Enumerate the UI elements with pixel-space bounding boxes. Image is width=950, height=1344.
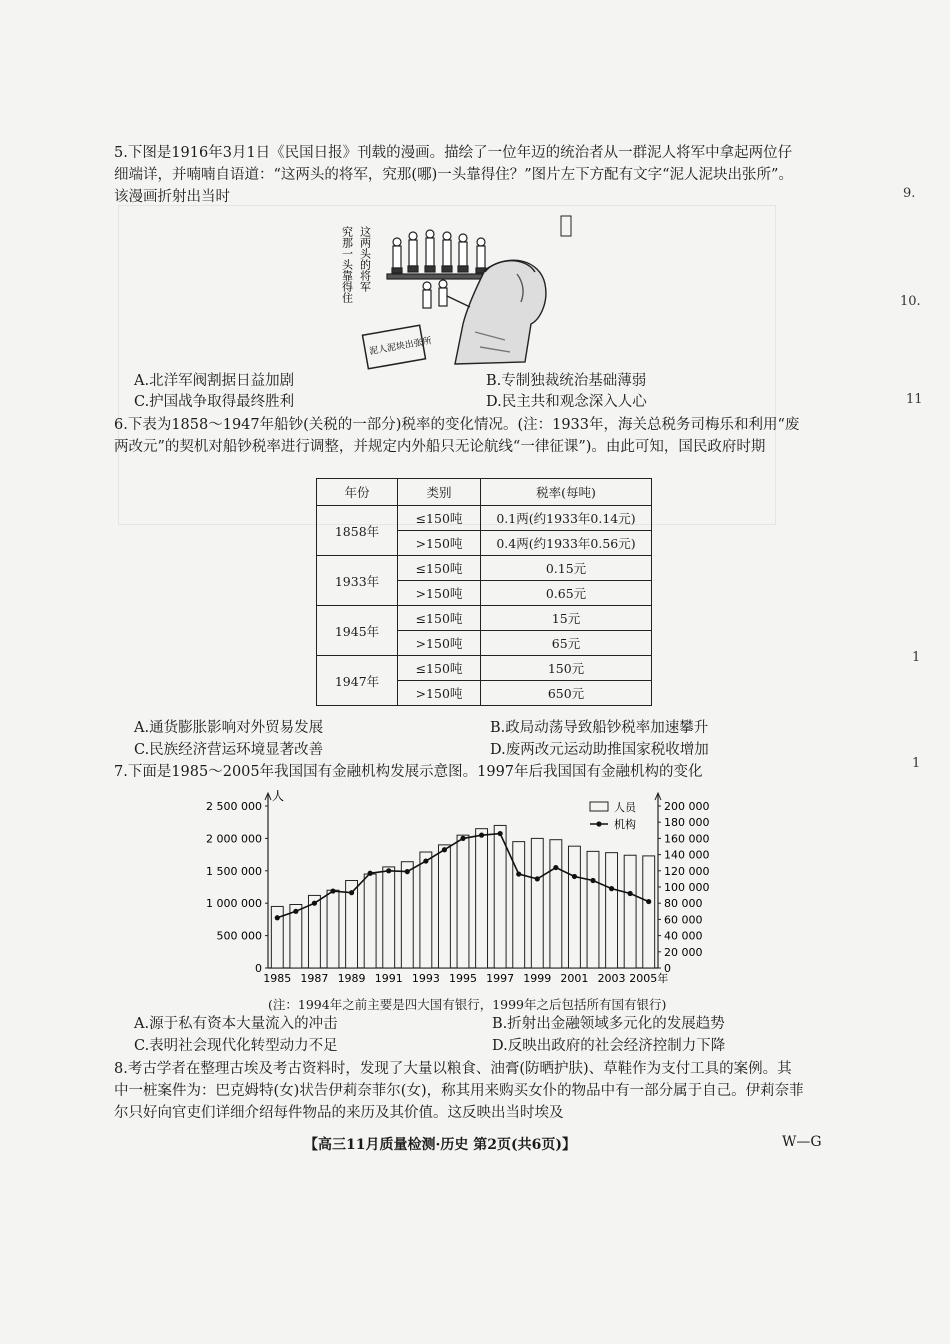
right-tick-label: 120 000: [664, 864, 710, 878]
table-row: [317, 656, 652, 681]
left-tick-label: 2 500 000: [206, 800, 262, 813]
rate-cell: 650元: [481, 681, 652, 706]
point-institutions-1987: [312, 901, 317, 906]
point-institutions-1996: [479, 833, 484, 838]
question-8-stem: 8.考古学者在整理古埃及考古资料时，发现了大量以粮食、油膏(防晒护肤)、草鞋作为支付工具的案例。其中一桩案件为：巴克姆特(女)状告伊莉奈菲尔(女)，称其用来购买女仆的物品中有一部分属于自己。伊莉奈菲尔只好向官吏们详细介绍每件物品的来历及其价值。这反映出当时埃及: [114, 1061, 804, 1121]
bar-personnel-1997: [494, 825, 506, 968]
bar-personnel-2001: [568, 846, 580, 968]
x-tick-label: 1999: [523, 972, 552, 985]
legend-personnel-label: 人员: [614, 801, 636, 814]
right-tick-label: 60 000: [664, 913, 703, 927]
point-institutions-2004: [628, 891, 633, 896]
paper-code: W—G: [782, 1134, 822, 1150]
point-institutions-1991: [386, 868, 391, 873]
bar-personnel-1991: [383, 867, 395, 968]
bar-personnel-1998: [513, 842, 525, 968]
bar-personnel-1992: [401, 862, 413, 968]
edge-q10: 10.: [900, 294, 921, 309]
q5-option-d[interactable]: D.民主共和观念深入人心: [486, 394, 647, 410]
x-tick-label: 1997: [486, 972, 515, 985]
q6-option-c[interactable]: C.民族经济营运环境显著改善: [134, 742, 324, 758]
point-institutions-2001: [572, 874, 577, 879]
point-institutions-1992: [405, 869, 410, 874]
point-institutions-2002: [590, 878, 595, 883]
q6-option-a[interactable]: A.通货膨胀影响对外贸易发展: [134, 720, 324, 736]
bar-personnel-2005: [643, 856, 655, 968]
x-tick-label: 1995: [449, 972, 477, 985]
bar-personnel-1996: [476, 829, 488, 968]
header-year: 年份: [317, 479, 398, 506]
q6-option-b[interactable]: B.政局动荡导致船钞税率加速攀升: [490, 720, 709, 736]
bar-personnel-1987: [308, 895, 320, 968]
q7-option-a[interactable]: A.源于私有资本大量流入的冲击: [134, 1016, 338, 1032]
chart-note: (注：1994年之前主要是四大国有银行，1999年之后包括所有国有银行): [268, 997, 667, 1012]
table-row: [317, 506, 652, 531]
bar-personnel-1990: [364, 874, 376, 968]
bar-personnel-1994: [438, 845, 450, 968]
right-tick-label: 20 000: [664, 945, 703, 959]
bar-personnel-1986: [290, 904, 302, 968]
svg-text:泥人泥块出张所: 泥人泥块出张所: [368, 336, 433, 358]
q6-option-d[interactable]: D.废两改元运动助推国家税收增加: [490, 742, 709, 758]
right-tick-label: 0: [664, 962, 671, 975]
point-institutions-1998: [516, 871, 521, 876]
legend-institutions-dot: [596, 821, 601, 826]
point-institutions-2003: [609, 886, 614, 891]
bar-personnel-1999: [531, 838, 543, 968]
question-6-stem: 6.下表为1858～1947年船钞(关税的一部分)税率的变化情况。(注：1933年，海关总税务司梅乐和利用“废两改元”的契机对船钞税率进行调整，并规定内外船只无论航线“一律征课”)。由此可知，国民政府时期: [114, 417, 800, 455]
cartoon-image: [335, 212, 575, 370]
year-cell: 1933年: [317, 556, 398, 606]
category-cell: ≤150吨: [398, 656, 481, 681]
edge-num-a: 1: [912, 650, 921, 665]
rate-cell: 15元: [481, 606, 652, 631]
rate-cell: 0.15元: [481, 556, 652, 581]
question-5-stem: 5.下图是1916年3月1日《民国日报》刊载的漫画。描绘了一位年迈的统治者从一群泥人将军中拿起两位仔细端详，并喃喃自语道：“这两头的将军，究那(哪)一头靠得住？”图片左下方配有文字“泥人泥块出张所”。该漫画折射出当时: [114, 145, 793, 205]
x-tick-label: 2003: [597, 972, 626, 985]
left-tick-label: 0: [255, 962, 262, 975]
category-cell: >150吨: [398, 531, 481, 556]
point-institutions-1990: [368, 871, 373, 876]
point-institutions-1999: [535, 876, 540, 881]
rate-cell: 0.4两(约1933年0.56元): [481, 531, 652, 556]
legend-institutions-label: 机构: [614, 818, 636, 831]
year-cell: 1945年: [317, 606, 398, 656]
left-tick-label: 2 000 000: [206, 832, 262, 846]
x-tick-label: 1989: [337, 972, 366, 985]
point-institutions-1994: [442, 847, 447, 852]
left-tick-label: 1 000 000: [206, 897, 262, 911]
cartoon-caption-2: 这两头的将军: [358, 226, 372, 292]
table-header-row: [317, 479, 652, 506]
right-tick-label: 80 000: [664, 897, 703, 911]
category-cell: ≤150吨: [398, 506, 481, 531]
x-tick-label: 2005年: [629, 972, 669, 985]
point-institutions-1989: [349, 890, 354, 895]
right-tick-label: 180 000: [664, 816, 710, 830]
point-institutions-1997: [498, 831, 503, 836]
tax-rate-table: [316, 478, 652, 706]
point-institutions-1995: [460, 836, 465, 841]
x-tick-label: 1987: [300, 972, 329, 985]
q5-option-b[interactable]: B.专制独裁统治基础薄弱: [486, 373, 647, 389]
table-row: [317, 556, 652, 581]
category-cell: ≤150吨: [398, 606, 481, 631]
right-tick-label: 200 000: [664, 800, 710, 813]
x-tick-label: 1985: [263, 972, 292, 985]
point-institutions-2005: [646, 899, 651, 904]
x-tick-label: 1993: [411, 972, 440, 985]
edge-q11: 11: [906, 392, 923, 407]
left-axis-label: 人: [272, 789, 285, 803]
year-cell: 1858年: [317, 506, 398, 556]
x-tick-label: 2001: [560, 972, 589, 985]
table-row: [317, 606, 652, 631]
financial-institutions-chart: [200, 788, 720, 1013]
page-footer: 【高三11月质量检测·历史 第2页(共6页)】: [304, 1137, 576, 1153]
right-tick-label: 160 000: [664, 832, 710, 846]
q5-option-c[interactable]: C.护国战争取得最终胜利: [134, 394, 295, 410]
bar-personnel-2002: [587, 851, 599, 968]
rate-cell: 150元: [481, 656, 652, 681]
bar-personnel-2004: [624, 855, 636, 968]
point-institutions-2000: [553, 865, 558, 870]
category-cell: ≤150吨: [398, 556, 481, 581]
left-tick-label: 500 000: [216, 929, 262, 943]
q7-option-b[interactable]: B.折射出金融领域多元化的发展趋势: [492, 1016, 725, 1032]
category-cell: >150吨: [398, 631, 481, 656]
bar-personnel-2000: [550, 840, 562, 968]
legend-personnel-swatch: [590, 802, 608, 811]
year-cell: 1947年: [317, 656, 398, 706]
q5-option-a[interactable]: A.北洋军阀割据日益加剧: [134, 373, 295, 389]
question-7-stem: 7.下面是1985～2005年我国国有金融机构发展示意图。1997年后我国国有金融机构的变化: [114, 764, 703, 780]
bar-personnel-1995: [457, 835, 469, 968]
point-institutions-1988: [330, 888, 335, 893]
left-tick-label: 1 500 000: [206, 864, 262, 878]
rate-cell: 0.65元: [481, 581, 652, 606]
point-institutions-1993: [423, 858, 428, 863]
category-cell: >150吨: [398, 581, 481, 606]
q7-option-d[interactable]: D.反映出政府的社会经济控制力下降: [492, 1038, 726, 1054]
bar-personnel-2003: [606, 853, 618, 968]
edge-q9: 9.: [903, 186, 916, 201]
x-tick-label: 1991: [374, 972, 403, 985]
header-category: 类别: [398, 479, 481, 506]
point-institutions-1986: [293, 909, 298, 914]
header-rate: 税率(每吨): [481, 479, 652, 506]
right-tick-label: 100 000: [664, 881, 710, 894]
cartoon-caption-1: 究那一头靠得住: [340, 226, 354, 303]
bar-personnel-1993: [420, 852, 432, 968]
q7-option-c[interactable]: C.表明社会现代化转型动力不足: [134, 1038, 338, 1054]
bar-personnel-1988: [327, 890, 339, 968]
rate-cell: 65元: [481, 631, 652, 656]
right-tick-label: 140 000: [664, 848, 710, 862]
rate-cell: 0.1两(约1933年0.14元): [481, 506, 652, 531]
edge-num-b: 1: [912, 756, 921, 771]
point-institutions-1985: [275, 915, 280, 920]
right-tick-label: 40 000: [664, 929, 703, 943]
category-cell: >150吨: [398, 681, 481, 706]
